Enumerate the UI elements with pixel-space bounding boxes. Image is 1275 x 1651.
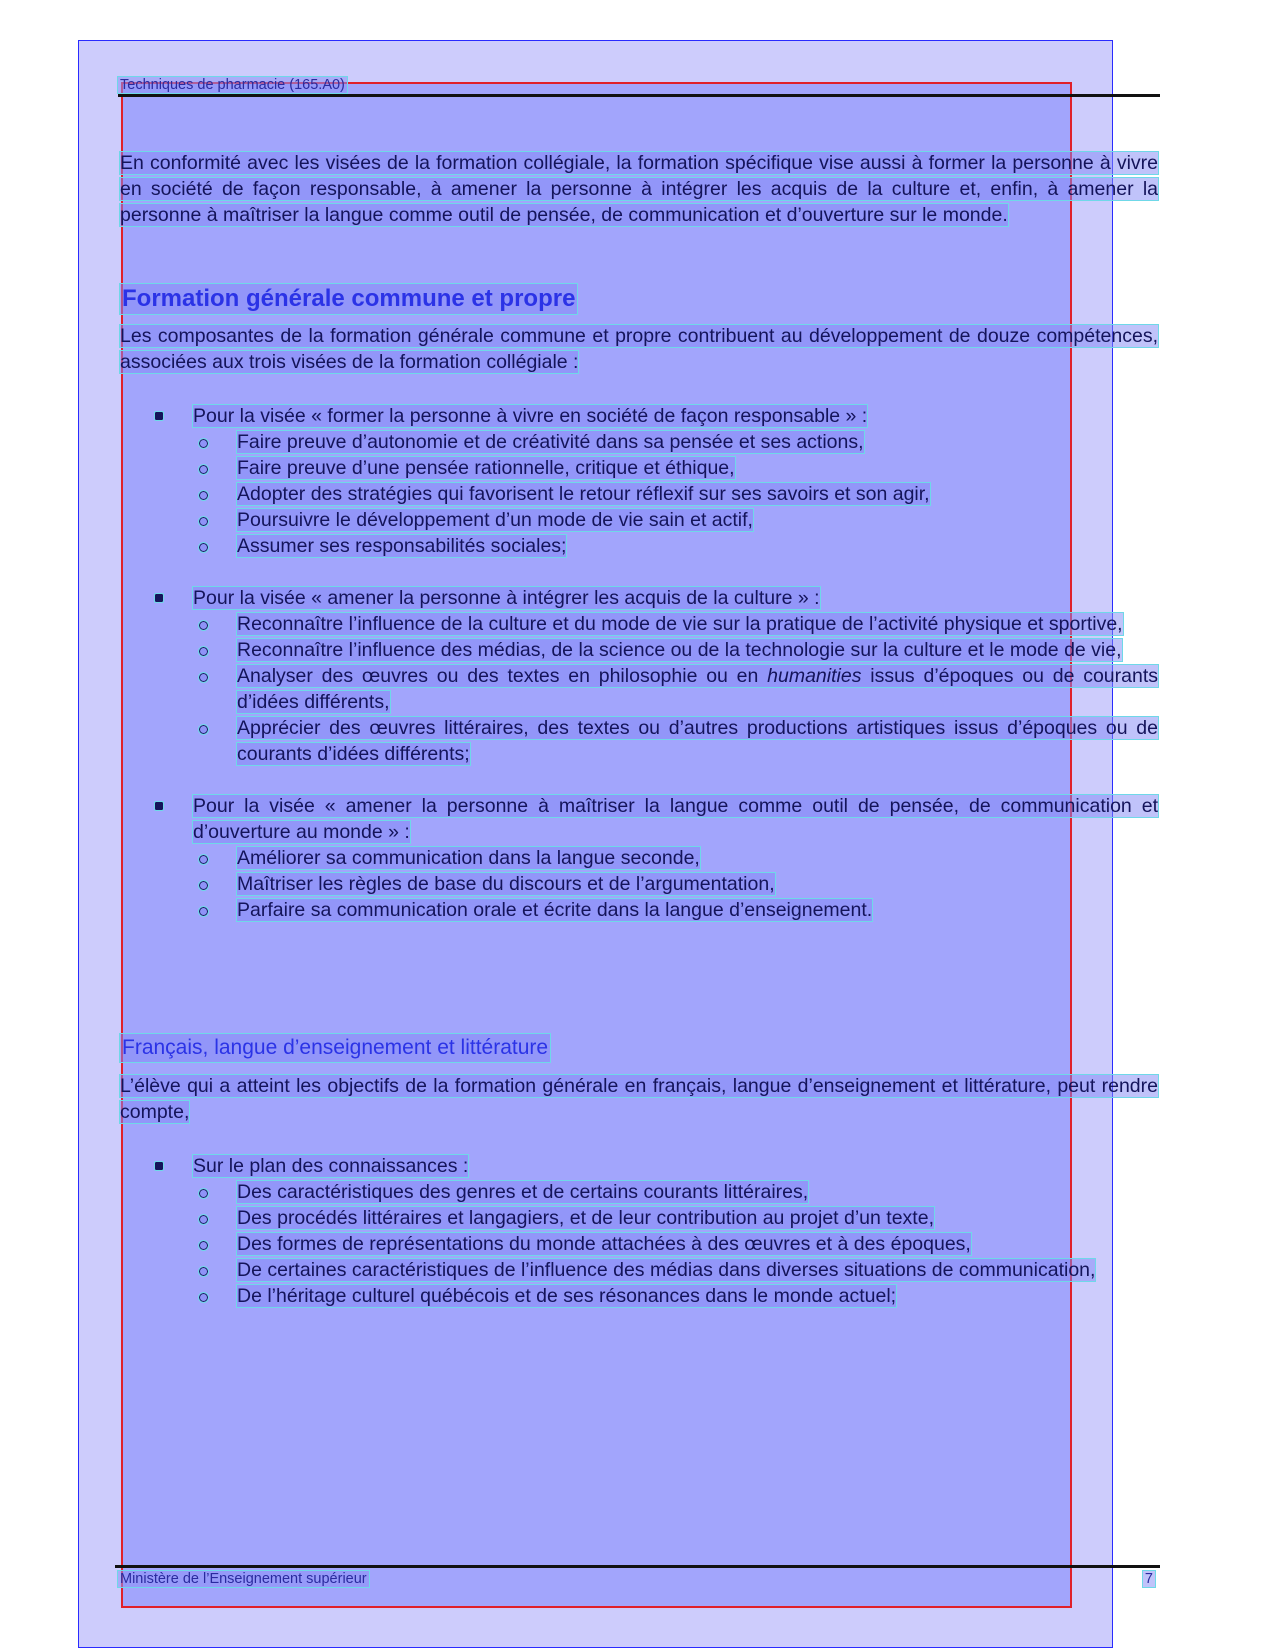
list-item xyxy=(155,1283,1158,1309)
bullet-icon xyxy=(155,594,163,602)
section1-text: Les composantes de la formation générale commune et propre contribuent au développement de douze compétences, associées aux trois visées de la formation collégiale : xyxy=(120,325,1158,373)
list-item xyxy=(155,1257,1158,1283)
running-head: Techniques de pharmacie (165.A0) xyxy=(120,77,345,93)
item-text: De l’héritage culturel québécois et de ses résonances dans le monde actuel; xyxy=(237,1285,897,1307)
item-text: Des caractéristiques des genres et de certains courants littéraires, xyxy=(237,1181,809,1203)
footer-rule xyxy=(115,1565,1160,1568)
bullet-icon xyxy=(155,412,163,420)
item-text: Reconnaître l’influence de la culture et du mode de vie sur la pratique de l’activité physique et sportive, xyxy=(237,613,1123,635)
list-item xyxy=(155,1231,1158,1257)
item-text: De certaines caractéristiques de l’influence des médias dans diverses situations de communication, xyxy=(237,1259,1096,1281)
list-item xyxy=(155,481,1158,507)
item-text: Faire preuve d’une pensée rationnelle, critique et éthique, xyxy=(237,457,735,479)
circle-bullet-icon xyxy=(199,1215,208,1224)
list-item xyxy=(155,663,1158,715)
circle-bullet-icon xyxy=(199,1241,208,1250)
circle-bullet-icon xyxy=(199,725,208,734)
group-label: Pour la visée « former la personne à vivre en société de façon responsable » : xyxy=(193,405,868,427)
list-item-connaissances xyxy=(155,1153,1158,1179)
group-label: Pour la visée « amener la personne à maîtriser la langue comme outil de pensée, de communication et d’ouverture au monde » : xyxy=(193,795,1158,843)
list-item xyxy=(155,429,1158,455)
item-text: Poursuivre le développement d’un mode de vie sain et actif, xyxy=(237,509,753,531)
bullet-icon xyxy=(155,1162,163,1170)
item-text: Maîtriser les règles de base du discours et de l’argumentation, xyxy=(237,873,775,895)
section1-paragraph xyxy=(120,323,1158,375)
list-item xyxy=(155,455,1158,481)
section2-text: L’élève qui a atteint les objectifs de la formation générale en français, langue d’enseignement et littérature, peut rendre compte, xyxy=(120,1075,1158,1123)
header-rule xyxy=(118,94,1160,97)
circle-bullet-icon xyxy=(199,855,208,864)
circle-bullet-icon xyxy=(199,543,208,552)
list-item-vise-2 xyxy=(155,585,1158,611)
list-item xyxy=(155,611,1158,637)
italic-term: humanities xyxy=(767,665,862,687)
list-item xyxy=(155,845,1158,871)
group-label: Sur le plan des connaissances : xyxy=(193,1155,469,1177)
circle-bullet-icon xyxy=(199,907,208,916)
item-text: Adopter des stratégies qui favorisent le retour réflexif sur ses savoirs et son agir, xyxy=(237,483,930,505)
item-text: Des procédés littéraires et langagiers, et de leur contribution au projet d’un texte, xyxy=(237,1207,934,1229)
item-text: Analyser des œuvres ou des textes en philosophie ou en humanities issus d’époques ou de courants d’idées différents, xyxy=(237,665,1158,713)
circle-bullet-icon xyxy=(199,439,208,448)
circle-bullet-icon xyxy=(199,491,208,500)
circle-bullet-icon xyxy=(199,621,208,630)
list-item xyxy=(155,507,1158,533)
item-text: Faire preuve d’autonomie et de créativité dans sa pensée et ses actions, xyxy=(237,431,864,453)
section2-list xyxy=(155,1153,1158,1309)
circle-bullet-icon xyxy=(199,1189,208,1198)
item-text: Améliorer sa communication dans la langue seconde, xyxy=(237,847,700,869)
list-item-vise-1 xyxy=(155,403,1158,429)
item-text: Des formes de représentations du monde attachées à des œuvres et à des époques, xyxy=(237,1233,971,1255)
intro-paragraph xyxy=(120,150,1158,228)
section-title-formation-generale: Formation générale commune et propre xyxy=(122,285,576,312)
list-item xyxy=(155,897,1158,923)
section2-paragraph xyxy=(120,1073,1158,1125)
list-item xyxy=(155,1205,1158,1231)
list-item xyxy=(155,637,1158,663)
item-text: Parfaire sa communication orale et écrite dans la langue d’enseignement. xyxy=(237,899,873,921)
item-text: Apprécier des œuvres littéraires, des textes ou d’autres productions artistiques issus d’époques ou de courants d’idées différents; xyxy=(237,717,1158,765)
circle-bullet-icon xyxy=(199,1293,208,1302)
section-title-francais: Français, langue d’enseignement et littérature xyxy=(120,1034,550,1062)
circle-bullet-icon xyxy=(199,647,208,656)
circle-bullet-icon xyxy=(199,673,208,682)
intro-text: En conformité avec les visées de la formation collégiale, la formation spécifique vise aussi à former la personne à vivre en société de façon responsable, à amener la personne à intégrer les acquis de la culture et, enfin, à amener la personne à maîtriser la langue comme outil de pensée, de communication et d’ouverture sur le monde. xyxy=(120,152,1158,226)
list-item xyxy=(155,533,1158,559)
list-item xyxy=(155,715,1158,767)
item-text: Assumer ses responsabilités sociales; xyxy=(237,535,567,557)
circle-bullet-icon xyxy=(199,517,208,526)
page-number: 7 xyxy=(1144,1571,1153,1587)
list-item xyxy=(155,871,1158,897)
circle-bullet-icon xyxy=(199,881,208,890)
section1-list xyxy=(155,403,1158,923)
footer-ministry: Ministère de l’Enseignement supérieur xyxy=(120,1571,367,1587)
item-text: Reconnaître l’influence des médias, de la science ou de la technologie sur la culture et le mode de vie, xyxy=(237,639,1122,661)
circle-bullet-icon xyxy=(199,1267,208,1276)
bullet-icon xyxy=(155,802,163,810)
list-item-vise-3 xyxy=(155,793,1158,845)
list-item xyxy=(155,1179,1158,1205)
circle-bullet-icon xyxy=(199,465,208,474)
group-label: Pour la visée « amener la personne à intégrer les acquis de la culture » : xyxy=(193,587,820,609)
